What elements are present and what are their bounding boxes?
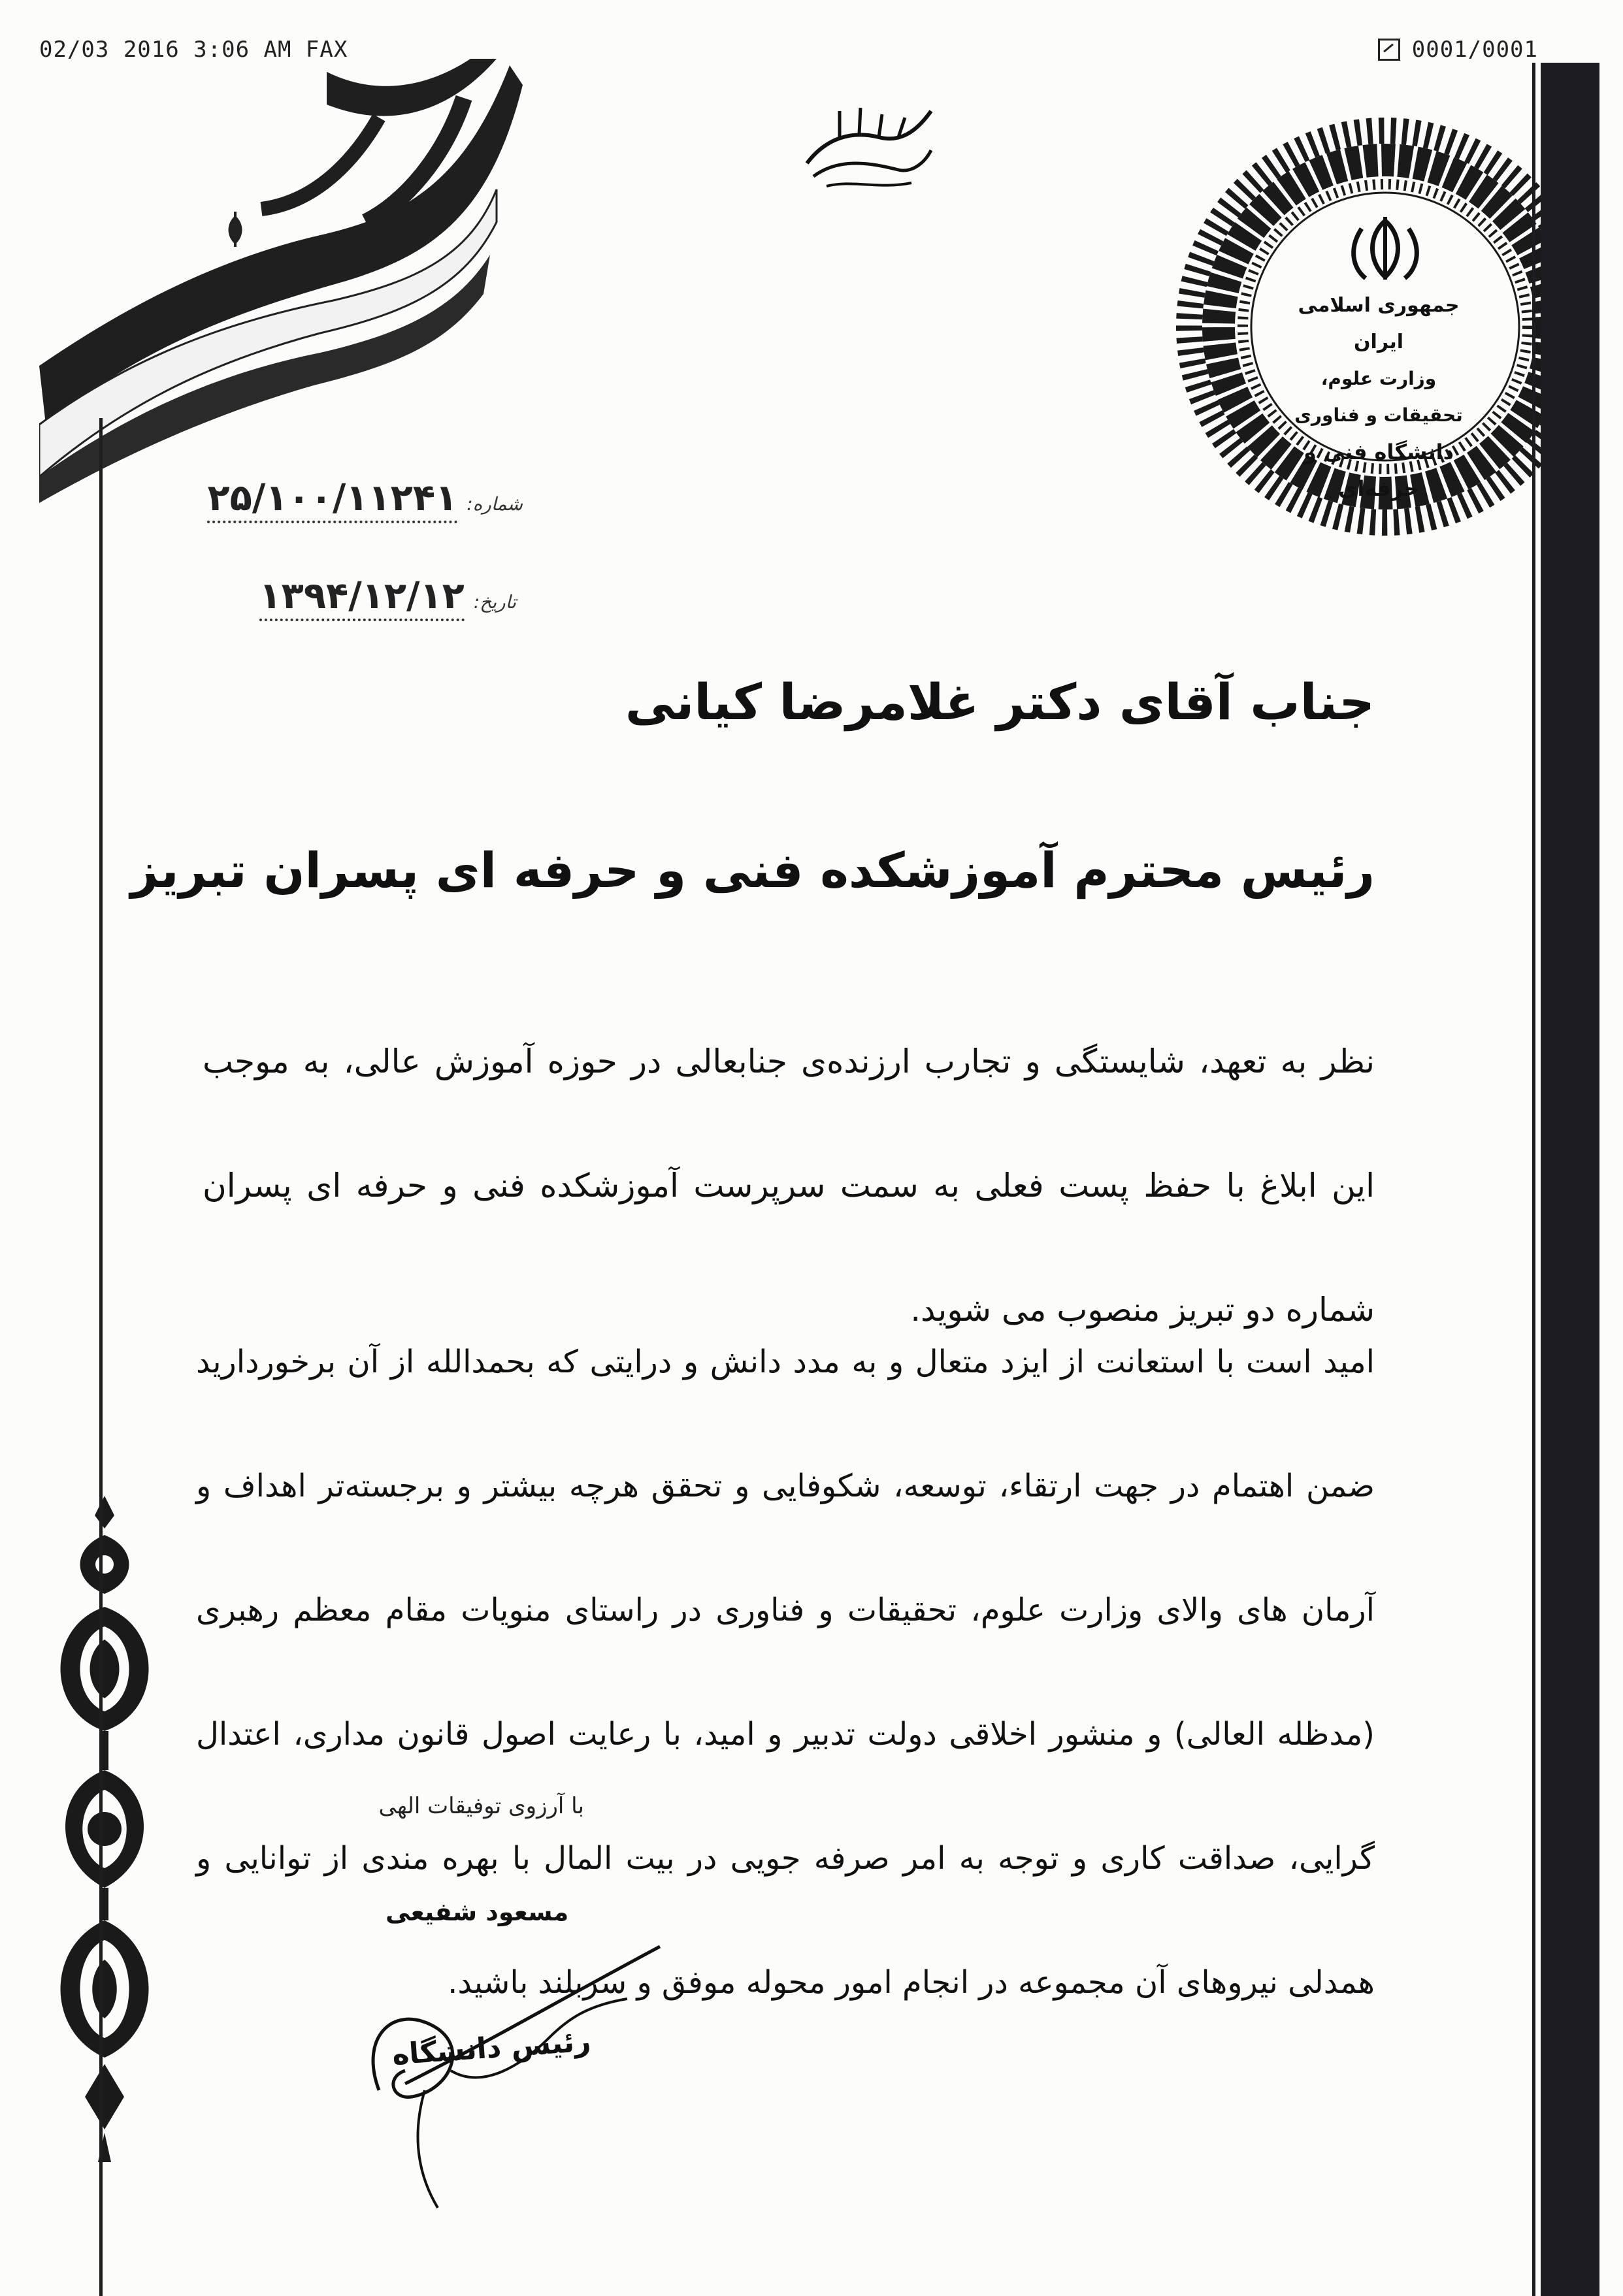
emblem-caption <box>1281 287 1477 507</box>
recipient-name: جناب آقای دکتر غلامرضا کیانی <box>625 673 1375 731</box>
closing-line: با آرزوی توفیقات الهی <box>378 1793 584 1819</box>
date-value: ۱۳۹۴/۱۲/۱۲ <box>259 575 465 621</box>
decorative-ornament <box>39 1496 170 2162</box>
iran-flag-icon <box>39 59 523 503</box>
signer-title: رئیس دانشگاه <box>391 2024 592 2072</box>
fax-page-counter <box>1378 37 1538 63</box>
basmala-calligraphy <box>800 98 938 196</box>
recipient-position: رئیس محترم آموزشکده فنی و حرفه ای پسران تبریز <box>130 843 1375 899</box>
emblem-line-ministry: وزارت علوم، تحقیقات و فناوری <box>1294 368 1463 426</box>
letter-date <box>203 575 516 621</box>
number-value: ۲۵/۱۰۰/۱۱۲۴۱ <box>207 477 457 523</box>
letter-number <box>207 477 523 523</box>
emblem-line-university: دانشگاه فنی و حرفه‌ای <box>1303 440 1454 501</box>
fax-pages: 0001/0001 <box>1411 37 1538 63</box>
number-label: شماره: <box>467 493 523 515</box>
emblem-line-country: جمهوری اسلامی ایران <box>1298 294 1460 353</box>
date-label: تاریخ: <box>473 591 516 613</box>
left-border-line <box>99 418 103 2296</box>
fax-datetime: 02/03 2016 3:06 AM FAX <box>39 37 348 63</box>
right-border-line <box>1532 63 1535 2296</box>
body-paragraph-wishes: امید است با استعانت از ایزد متعال و به مدد دانش و درایتی که بحمدالله از آن برخوردارید ضمن اهتمام در جهت ارتقاء، توسعه، شکوفایی و تحقق هرچه بیشتر و برجسته‌تر اهداف و آرمان های والای وزارت علوم، تحقیقات و فناوری در راستای منویات مقام معظم رهبری (مدظله العالی) و منشور اخلاقی دولت تدبیر و امید، با رعایت اصول قانون مداری، اعتدال گرایی، صداقت کاری و توجه به امر صرفه جویی در بیت المال با بهره مندی از توانایی و همدلی نیروهای آن مجموعه در انجام امور محوله موفق و سربلند باشید. <box>196 1344 1375 2001</box>
signer-name: مسعود شفیعی <box>385 1898 569 1926</box>
fax-status-icon <box>1378 39 1400 61</box>
right-border-bar <box>1541 63 1599 2296</box>
body-paragraph-appointment: نظر به تعهد، شایستگی و تجارب ارزنده‌ی جنابعالی در حوزه آموزش عالی، به موجب این ابلاغ با حفظ پست فعلی به سمت سرپرست آموزشکده فنی و حرفه ای پسران شماره دو تبریز منصوب می شوید. <box>203 1043 1375 1329</box>
